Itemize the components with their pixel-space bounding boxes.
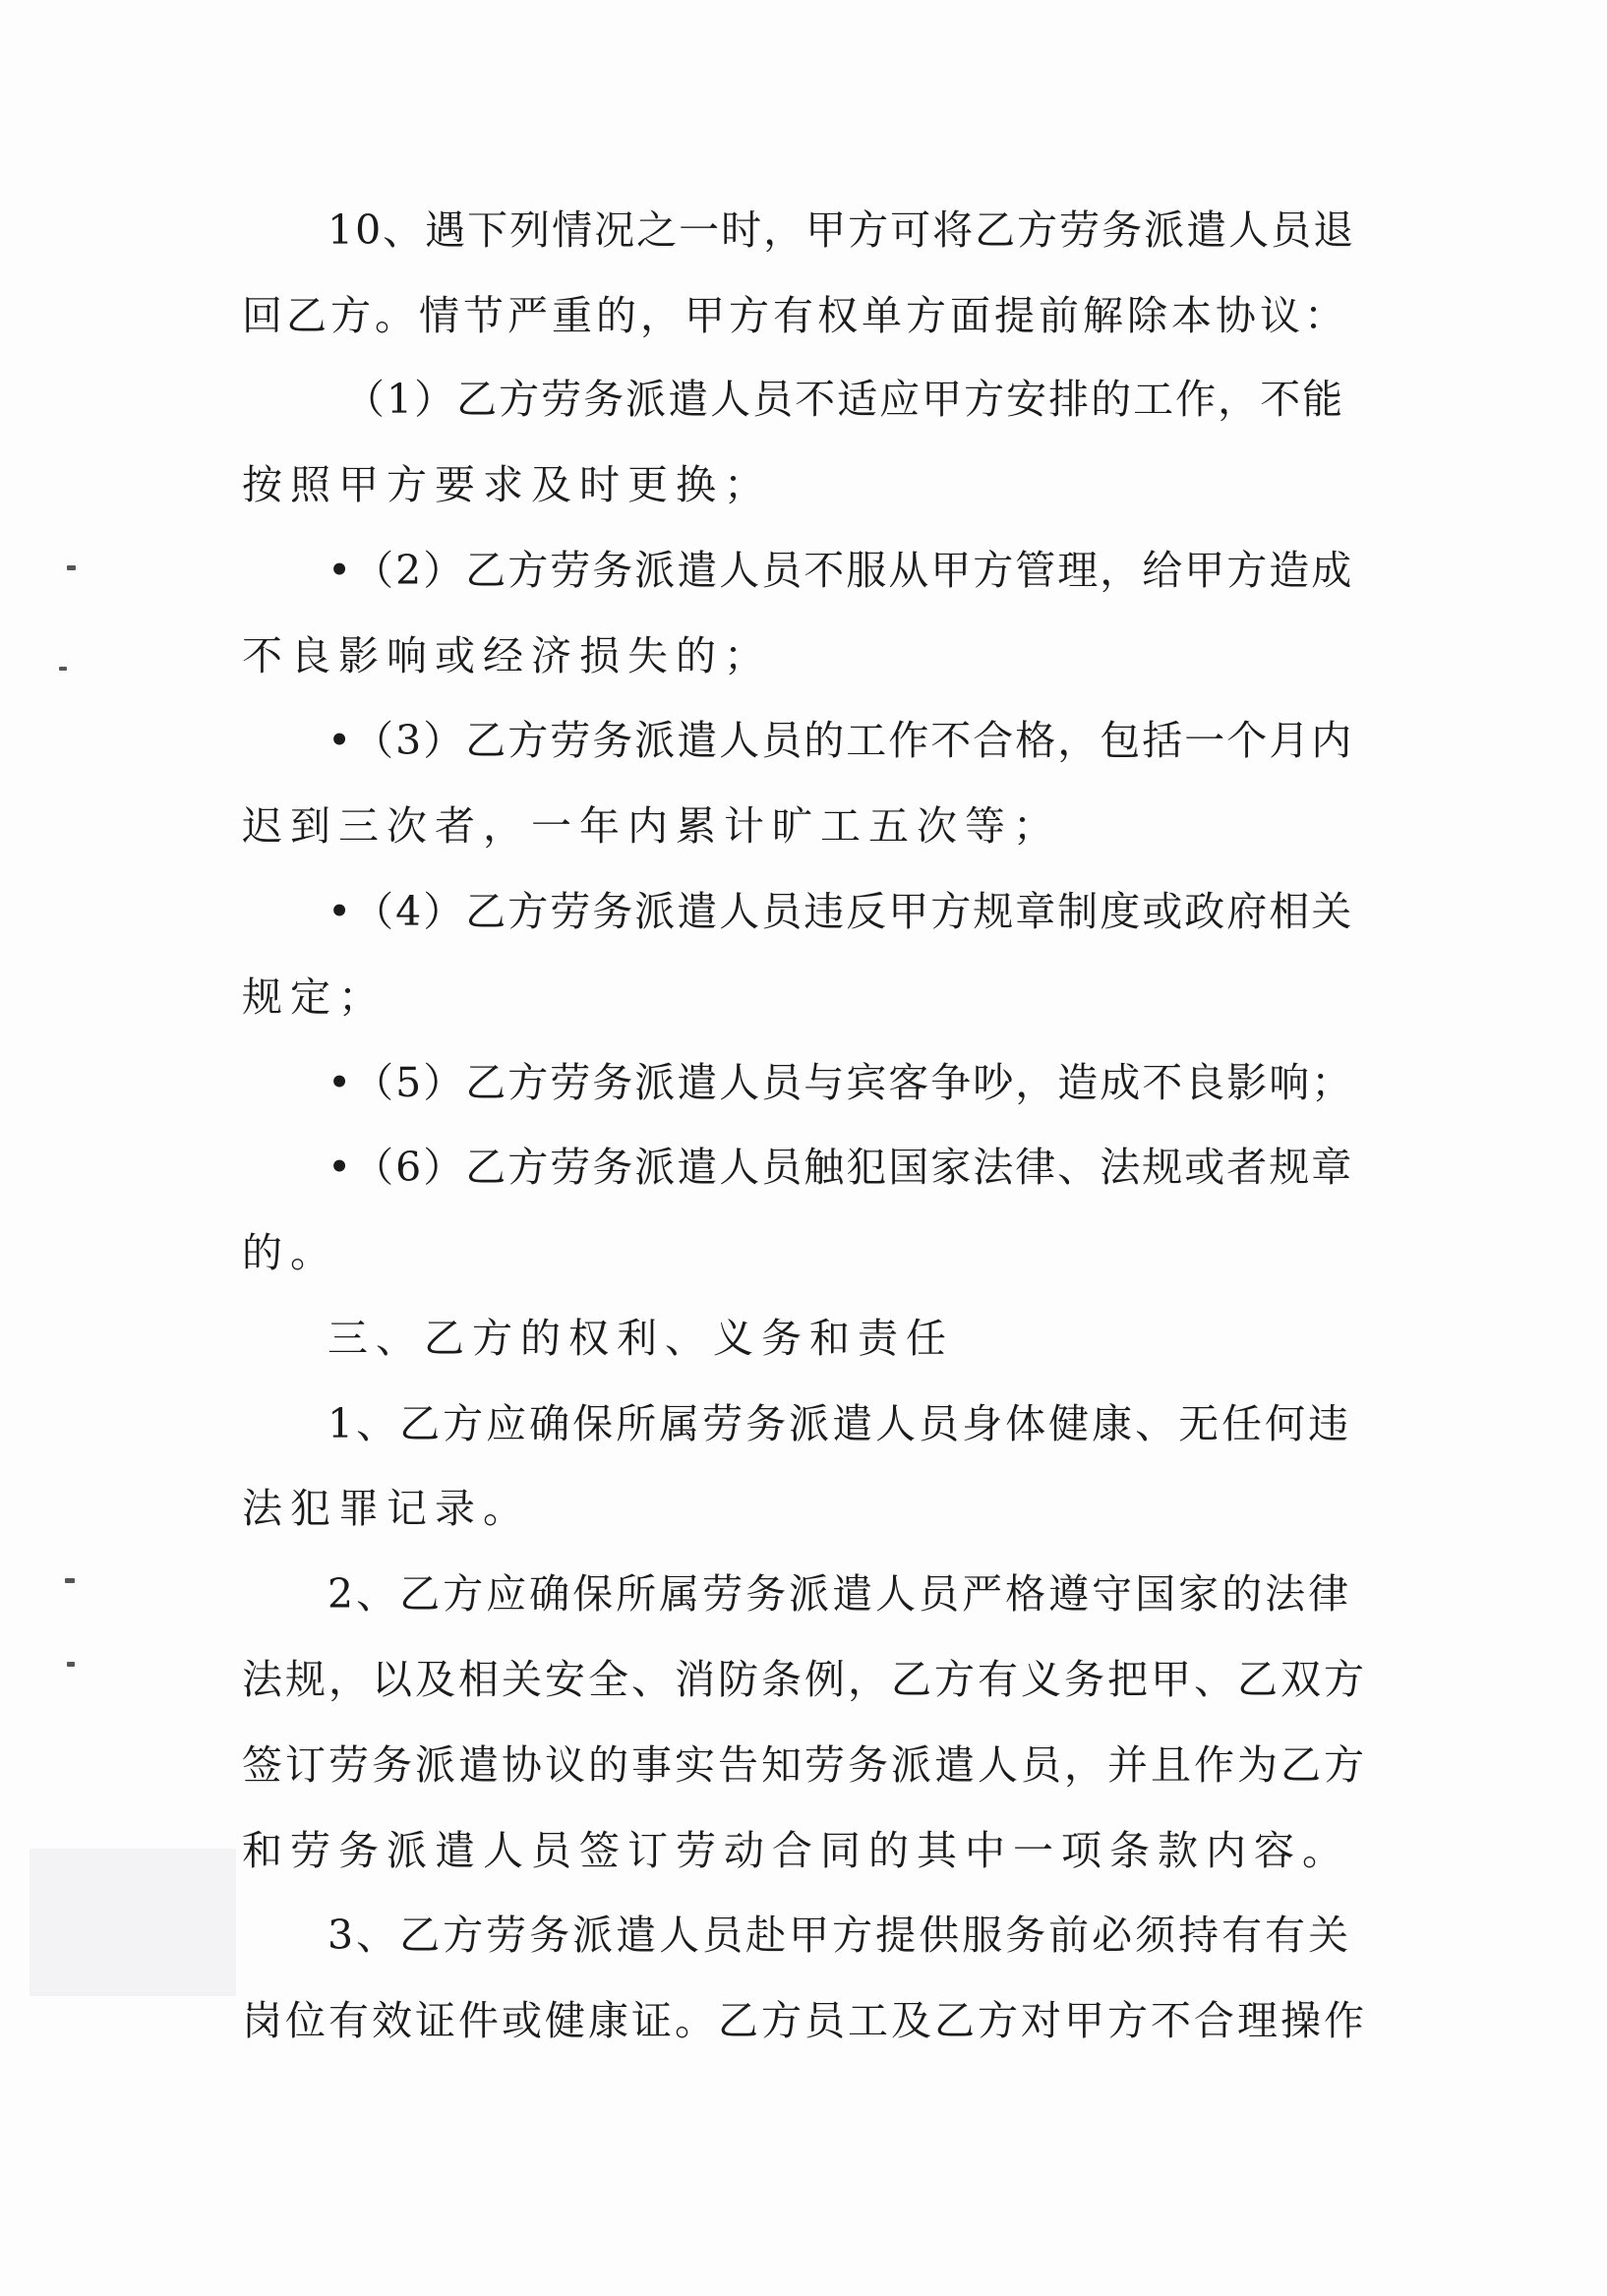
- item-1-line-2: 按照甲方要求及时更换；: [242, 461, 772, 508]
- item-2-line-1: •（2）乙方劳务派遣人员不服从甲方管理，给甲方造成: [327, 547, 1354, 594]
- clause-1-line-2: 法犯罪记录。: [242, 1485, 531, 1532]
- item-6-line-1: •（6）乙方劳务派遣人员触犯国家法律、法规或者规章: [327, 1144, 1354, 1191]
- item-1-line-1: （1）乙方劳务派遣人员不适应甲方安排的工作，不能: [344, 376, 1345, 423]
- scan-speck: [67, 565, 76, 570]
- item-4-line-2: 规定；: [242, 973, 387, 1021]
- clause-1-line-1: 1、乙方应确保所属劳务派遣人员身体健康、无任何违: [327, 1400, 1352, 1447]
- item-3-line-1: •（3）乙方劳务派遣人员的工作不合格，包括一个月内: [327, 717, 1354, 764]
- scan-speck: [59, 667, 67, 671]
- section-heading: 三、乙方的权利、义务和责任: [327, 1315, 954, 1362]
- item-2-line-2: 不良影响或经济损失的；: [242, 632, 772, 679]
- clause-3-line-2: 岗位有效证件或健康证。乙方员工及乙方对甲方不合理操作: [242, 1997, 1367, 2044]
- item-4-line-1: •（4）乙方劳务派遣人员违反甲方规章制度或政府相关: [327, 888, 1354, 935]
- clause-2-line-2: 法规，以及相关安全、消防条例，乙方有义务把甲、乙双方: [242, 1656, 1367, 1703]
- item-3-line-2: 迟到三次者，一年内累计旷工五次等；: [242, 802, 1061, 850]
- clause-2-line-3: 签订劳务派遣协议的事实告知劳务派遣人员，并且作为乙方: [242, 1741, 1367, 1789]
- paragraph-10-line-1: 10、遇下列情况之一时，甲方可将乙方劳务派遣人员退: [327, 206, 1356, 254]
- clause-2-line-1: 2、乙方应确保所属劳务派遣人员严格遵守国家的法律: [327, 1570, 1352, 1618]
- scan-speck: [65, 1578, 75, 1583]
- item-6-line-2: 的。: [242, 1229, 338, 1276]
- clause-2-line-4: 和劳务派遣人员签订劳动合同的其中一项条款内容。: [242, 1827, 1350, 1874]
- item-5-line: •（5）乙方劳务派遣人员与宾客争吵，造成不良影响；: [327, 1059, 1354, 1106]
- clause-3-line-1: 3、乙方劳务派遣人员赴甲方提供服务前必须持有有关: [327, 1912, 1352, 1959]
- scan-shade: [30, 1849, 236, 1996]
- paragraph-10-line-2: 回乙方。情节严重的，甲方有权单方面提前解除本协议：: [242, 292, 1348, 339]
- scan-speck: [67, 1662, 75, 1667]
